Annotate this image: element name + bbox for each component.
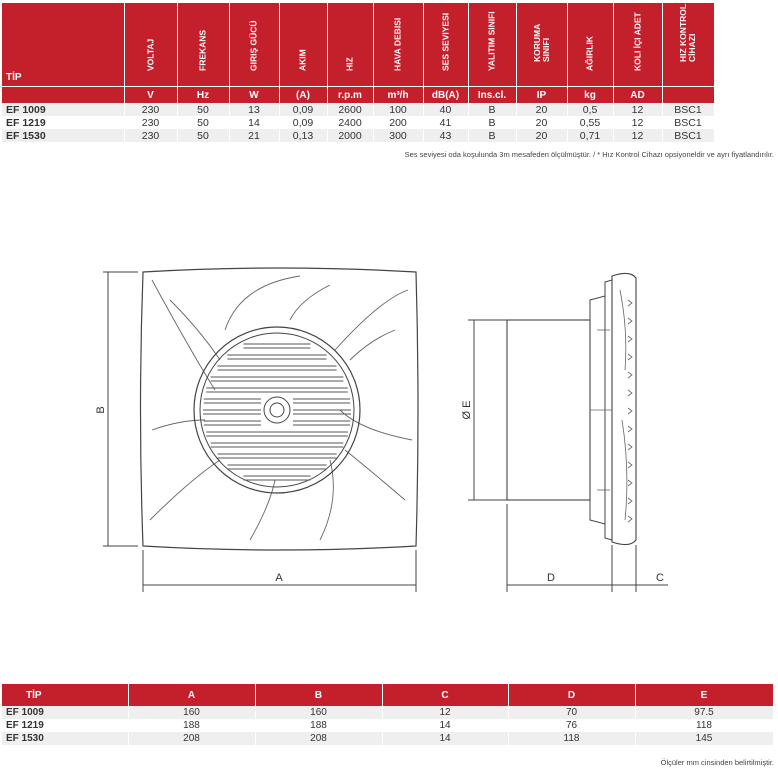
dims-header-5: E [635, 684, 773, 706]
label-a: A [275, 572, 283, 584]
table-row [2, 732, 773, 745]
dims-cell: EF 1530 [2, 732, 128, 745]
spec-header-text: CİHAZI [687, 33, 697, 62]
spec-unit-5: r.p.m [327, 87, 373, 104]
dims-cell: 12 [382, 706, 508, 719]
spec-cell: 230 [124, 103, 177, 116]
spec-cell: 50 [177, 129, 229, 142]
dims-cell: EF 1009 [2, 706, 128, 719]
label-e: Ø E [461, 400, 473, 420]
spec-cell: 0,5 [567, 103, 613, 116]
dims-cell: 160 [255, 706, 382, 719]
spec-unit-1: V [124, 87, 177, 104]
spec-unit-3: W [229, 87, 279, 104]
label-b: B [95, 406, 107, 414]
dims-cell: 97.5 [635, 706, 773, 719]
dims-header-3: C [382, 684, 508, 706]
spec-unit-6: m³/h [373, 87, 423, 104]
spec-header-text: SINIFI [540, 37, 551, 62]
spec-header-text: HAVA DEBISI [392, 17, 403, 71]
label-c: C [656, 572, 664, 584]
spec-note: Ses seviyesi oda koşulunda 3m mesafeden ölçülmüştür. / * Hız Kontrol Cihazı opsiyoneldir ve ayrı fiyatlandırılır. [404, 150, 774, 159]
spec-cell: 40 [423, 103, 468, 116]
spec-cell: 2000 [327, 129, 373, 142]
front-view [103, 268, 418, 592]
spec-cell: 2400 [327, 116, 373, 129]
spec-cell: 230 [124, 129, 177, 142]
dims-cell: 188 [128, 719, 255, 732]
spec-unit-10: kg [567, 87, 613, 104]
spec-cell: 300 [373, 129, 423, 142]
spec-unit-9: IP [516, 87, 567, 104]
dims-header-1: A [128, 684, 255, 706]
spec-cell: B [468, 103, 516, 116]
spec-cell: 20 [516, 129, 567, 142]
spec-cell: 0,55 [567, 116, 613, 129]
table-row [2, 719, 773, 732]
dims-cell: 208 [255, 732, 382, 745]
spec-cell: 12 [613, 103, 662, 116]
spec-header-text: SES SEVIYESI [440, 12, 450, 71]
spec-cell: 13 [229, 103, 279, 116]
spec-unit-7: dB(A) [423, 87, 468, 104]
dimensions-note: Ölçüler mm cinsinden belirtilmiştir. [660, 758, 774, 767]
spec-cell: 200 [373, 116, 423, 129]
dims-cell: 145 [635, 732, 773, 745]
spec-cell: 0,13 [279, 129, 327, 142]
spec-header-text: FREKANS [197, 29, 208, 71]
spec-header-text: AKIM [297, 49, 308, 71]
spec-cell: B [468, 116, 516, 129]
spec-header-text: HIZ KONTROL [678, 3, 688, 62]
spec-header-text: KORUMA [531, 23, 542, 62]
spec-cell: 0,09 [279, 116, 327, 129]
side-view [468, 273, 668, 592]
spec-cell: EF 1009 [2, 103, 124, 116]
dims-cell: 14 [382, 719, 508, 732]
spec-unit-2: Hz [177, 87, 229, 104]
spec-cell: 0,09 [279, 103, 327, 116]
spec-cell: 2600 [327, 103, 373, 116]
spec-header-text: GIRIŞ GÜCÜ [248, 20, 259, 71]
dims-cell: 14 [382, 732, 508, 745]
spec-cell: 21 [229, 129, 279, 142]
spec-cell: 50 [177, 103, 229, 116]
spec-unit-8: Ins.cl. [468, 87, 516, 104]
table-row [2, 706, 773, 719]
dims-cell: 160 [128, 706, 255, 719]
dims-cell: 188 [255, 719, 382, 732]
dims-cell: EF 1219 [2, 719, 128, 732]
spec-cell: 41 [423, 116, 468, 129]
dims-header-4: D [508, 684, 635, 706]
spec-header-text: VOLTAJ [145, 38, 155, 71]
spec-header-0: TİP [2, 3, 124, 87]
spec-cell: EF 1219 [2, 116, 124, 129]
dimensions-table [2, 684, 774, 745]
spec-cell: EF 1530 [2, 129, 124, 142]
dims-header-0: TİP [2, 684, 128, 706]
label-d: D [547, 572, 555, 584]
spec-cell: 20 [516, 116, 567, 129]
dims-cell: 208 [128, 732, 255, 745]
spec-cell: 230 [124, 116, 177, 129]
spec-unit-4: (A) [279, 87, 327, 104]
spec-header-text: HIZ [344, 57, 355, 71]
spec-header-text: KOLI İÇI ADET [632, 12, 642, 71]
spec-unit-11: AD [613, 87, 662, 104]
spec-cell: 20 [516, 103, 567, 116]
dims-header-2: B [255, 684, 382, 706]
spec-cell: 12 [613, 129, 662, 142]
spec-header-text: YALITIM SINIFI [486, 11, 497, 71]
spec-cell: BSC1 [662, 116, 714, 129]
spec-cell: 14 [229, 116, 279, 129]
dims-cell: 118 [508, 732, 635, 745]
dims-cell: 76 [508, 719, 635, 732]
dims-cell: 118 [635, 719, 773, 732]
spec-cell: 50 [177, 116, 229, 129]
spec-cell: BSC1 [662, 129, 714, 142]
spec-cell: 12 [613, 116, 662, 129]
spec-cell: 100 [373, 103, 423, 116]
spec-cell: 0,71 [567, 129, 613, 142]
spec-header-text: AĞIRLIK [584, 36, 595, 71]
spec-cell: B [468, 129, 516, 142]
dims-cell: 70 [508, 706, 635, 719]
spec-cell: 43 [423, 129, 468, 142]
spec-cell: BSC1 [662, 103, 714, 116]
